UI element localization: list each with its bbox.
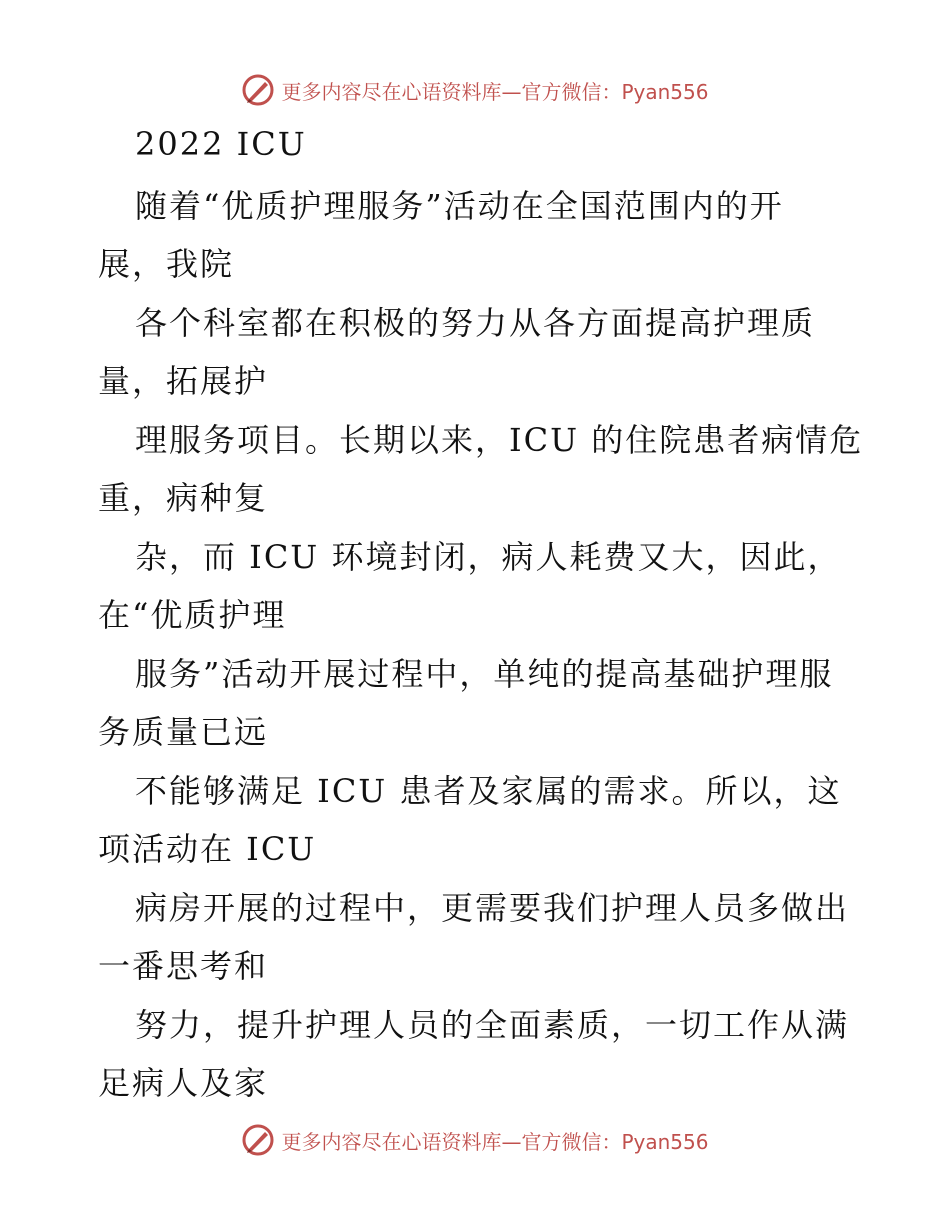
footer-banner (0, 1118, 950, 1162)
quill-pen-logo-icon (241, 1123, 275, 1157)
footer-banner-text: 更多内容尽在心语资料库—官方微信：Pyan556 (281, 1129, 709, 1154)
body-line: 一番思考和 (98, 947, 269, 985)
body-line: 理服务项目。长期以来，ICU 的住院患者病情危 (135, 421, 864, 459)
body-line: 随着“优质护理服务”活动在全国范围内的开 (135, 187, 784, 225)
body-line: 不能够满足 ICU 患者及家属的需求。所以，这 (135, 772, 842, 810)
body-line: 各个科室都在积极的努力从各方面提高护理质 (135, 304, 816, 342)
body-line: 务质量已远 (98, 713, 269, 751)
header-banner-text: 更多内容尽在心语资料库—官方微信：Pyan556 (281, 79, 709, 104)
body-line: 2022 ICU (135, 125, 307, 163)
body-line: 在“优质护理 (98, 596, 287, 634)
body-line: 项活动在 ICU (98, 830, 317, 868)
body-line: 服务”活动开展过程中，单纯的提高基础护理服 (135, 655, 834, 693)
body-line: 展，我院 (98, 245, 235, 283)
body-line: 量，拓展护 (98, 362, 269, 400)
body-line: 足病人及家 (98, 1064, 269, 1102)
body-line: 努力，提升护理人员的全面素质，一切工作从满 (135, 1006, 850, 1044)
header-banner (0, 68, 950, 112)
body-line: 杂，而 ICU 环境封闭，病人耗费又大，因此， (135, 538, 842, 576)
body-line: 病房开展的过程中，更需要我们护理人员多做出 (135, 889, 850, 927)
quill-pen-logo-icon (241, 73, 275, 107)
body-line: 重，病种复 (98, 479, 269, 517)
